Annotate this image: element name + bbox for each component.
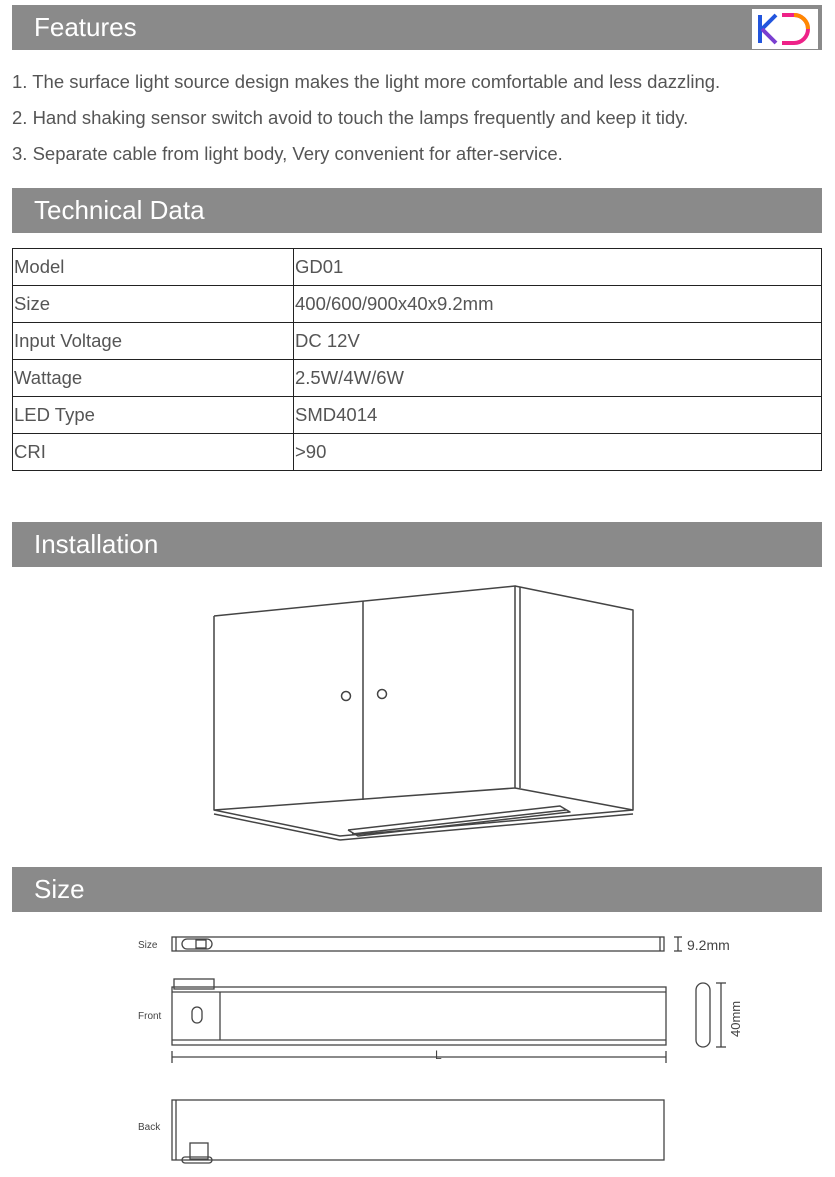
cabinet-installation-drawing <box>200 578 650 850</box>
features-list <box>12 64 720 172</box>
spec-label: Model <box>13 249 294 286</box>
size-title: Size <box>34 874 85 904</box>
table-row <box>13 360 822 397</box>
spec-label: Input Voltage <box>13 323 294 360</box>
table-row <box>13 397 822 434</box>
spec-label: Size <box>13 286 294 323</box>
features-header <box>12 5 822 50</box>
spec-value: >90 <box>294 434 822 471</box>
feature-item: 3. Separate cable from light body, Very convenient for after-service. <box>12 143 563 164</box>
installation-header <box>12 522 822 567</box>
spec-value: GD01 <box>294 249 822 286</box>
spec-table <box>12 248 822 471</box>
installation-title: Installation <box>34 529 159 559</box>
kd-logo-icon <box>752 9 818 49</box>
size-header <box>12 867 822 912</box>
view-label-side: Size <box>138 940 158 951</box>
technical-data-title: Technical Data <box>34 195 205 225</box>
spec-value: DC 12V <box>294 323 822 360</box>
height-label: 40mm <box>728 1000 743 1037</box>
thickness-label: 9.2mm <box>687 937 730 953</box>
spec-value: 400/600/900x40x9.2mm <box>294 286 822 323</box>
technical-data-header <box>12 188 822 233</box>
table-row <box>13 323 822 360</box>
spec-value: 2.5W/4W/6W <box>294 360 822 397</box>
knob-icon <box>342 692 351 701</box>
features-title: Features <box>34 12 137 42</box>
table-row <box>13 286 822 323</box>
length-label: L <box>435 1048 442 1062</box>
spec-label: LED Type <box>13 397 294 434</box>
table-row <box>13 249 822 286</box>
knob-icon <box>378 690 387 699</box>
view-label-back: Back <box>138 1122 161 1133</box>
spec-label: Wattage <box>13 360 294 397</box>
table-row <box>13 434 822 471</box>
feature-item: 1. The surface light source design makes the light more comfortable and less dazzling. <box>12 71 721 92</box>
feature-item: 2. Hand shaking sensor switch avoid to touch the lamps frequently and keep it tidy. <box>12 107 689 128</box>
view-label-front: Front <box>138 1011 162 1022</box>
size-dimension-drawing <box>130 925 750 1170</box>
spec-label: CRI <box>13 434 294 471</box>
spec-value: SMD4014 <box>294 397 822 434</box>
